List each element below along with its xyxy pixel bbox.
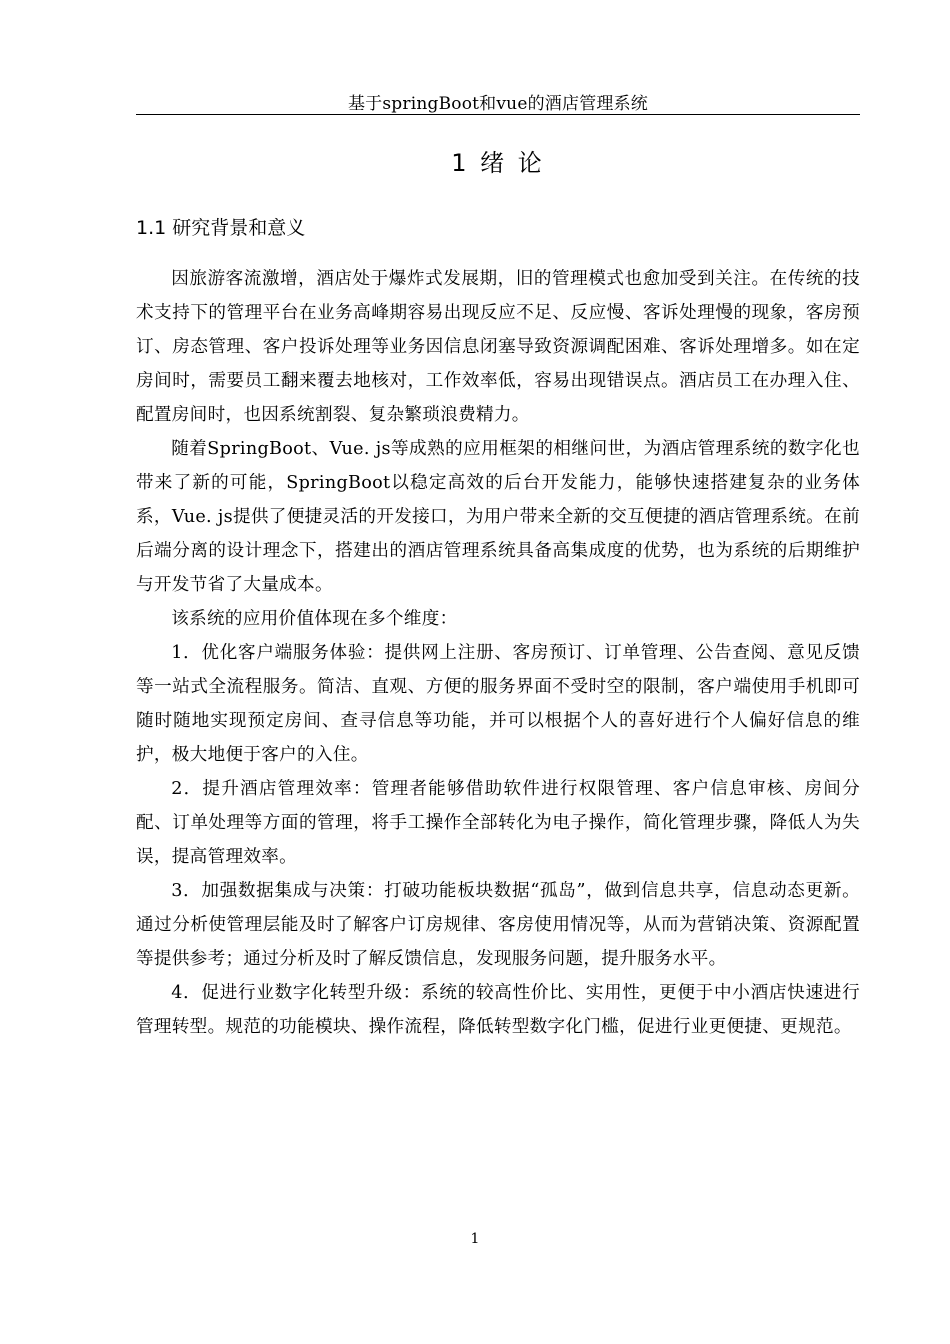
paragraph-point-1: 1．优化客户端服务体验：提供网上注册、客房预订、订单管理、公告查阅、意见反馈等一站式全流程服务。简洁、直观、方便的服务界面不受时空的限制，客户端使用手机即可随时随地实现预定房间、查寻信息等功能，并可以根据个人的喜好进行个人偏好信息的维护，极大地便于客户的入住。 xyxy=(136,643,860,765)
paragraph-point-2: 2．提升酒店管理效率：管理者能够借助软件进行权限管理、客户信息审核、房间分配、订单处理等方面的管理，将手工操作全部转化为电子操作，简化管理步骤，降低人为失误，提高管理效率。 xyxy=(136,779,860,867)
paragraph-value-intro: 该系统的应用价值体现在多个维度： xyxy=(171,609,458,629)
paragraph-frameworks: 随着SpringBoot、Vue. js等成熟的应用框架的相继问世，为酒店管理系统的数字化也带来了新的可能，SpringBoot以稳定高效的后台开发能力，能够快速搭建复杂的业务体系，Vue. js提供了便捷灵活的开发接口，为用户带来全新的交互便捷的酒店管理系统。在前后端分离的设计理念下，搭建出的酒店管理系统具备高集成度的优势，也为系统的后期维护与开发节省了大量成本。 xyxy=(136,439,860,595)
header-divider xyxy=(136,114,860,115)
chapter-title: 1 绪 论 xyxy=(451,149,545,177)
paragraph-point-4: 4．促进行业数字化转型升级：系统的较高性价比、实用性，更便于中小酒店快速进行管理转型。规范的功能模块、操作流程，降低转型数字化门槛，促进行业更便捷、更规范。 xyxy=(136,983,860,1037)
body-text xyxy=(136,262,860,1044)
running-header: 基于springBoot和vue的酒店管理系统 xyxy=(347,94,648,114)
paragraph-background: 因旅游客流激增，酒店处于爆炸式发展期，旧的管理模式也愈加受到关注。在传统的技术支持下的管理平台在业务高峰期容易出现反应不足、反应慢、客诉处理慢的现象，客房预订、房态管理、客户投诉处理等业务因信息闭塞导致资源调配困难、客诉处理增多。如在定房间时，需要员工翻来覆去地核对，工作效率低，容易出现错误点。酒店员工在办理入住、配置房间时，也因系统割裂、复杂繁琐浪费精力。 xyxy=(136,269,860,425)
page-number: 1 xyxy=(470,1231,480,1247)
paragraph-point-3: 3．加强数据集成与决策：打破功能板块数据“孤岛”，做到信息共享，信息动态更新。通过分析使管理层能及时了解客户订房规律、客房使用情况等，从而为营销决策、资源配置等提供参考；通过分析及时了解反馈信息，发现服务问题，提升服务水平。 xyxy=(136,881,860,969)
section-title: 1.1 研究背景和意义 xyxy=(136,217,306,239)
